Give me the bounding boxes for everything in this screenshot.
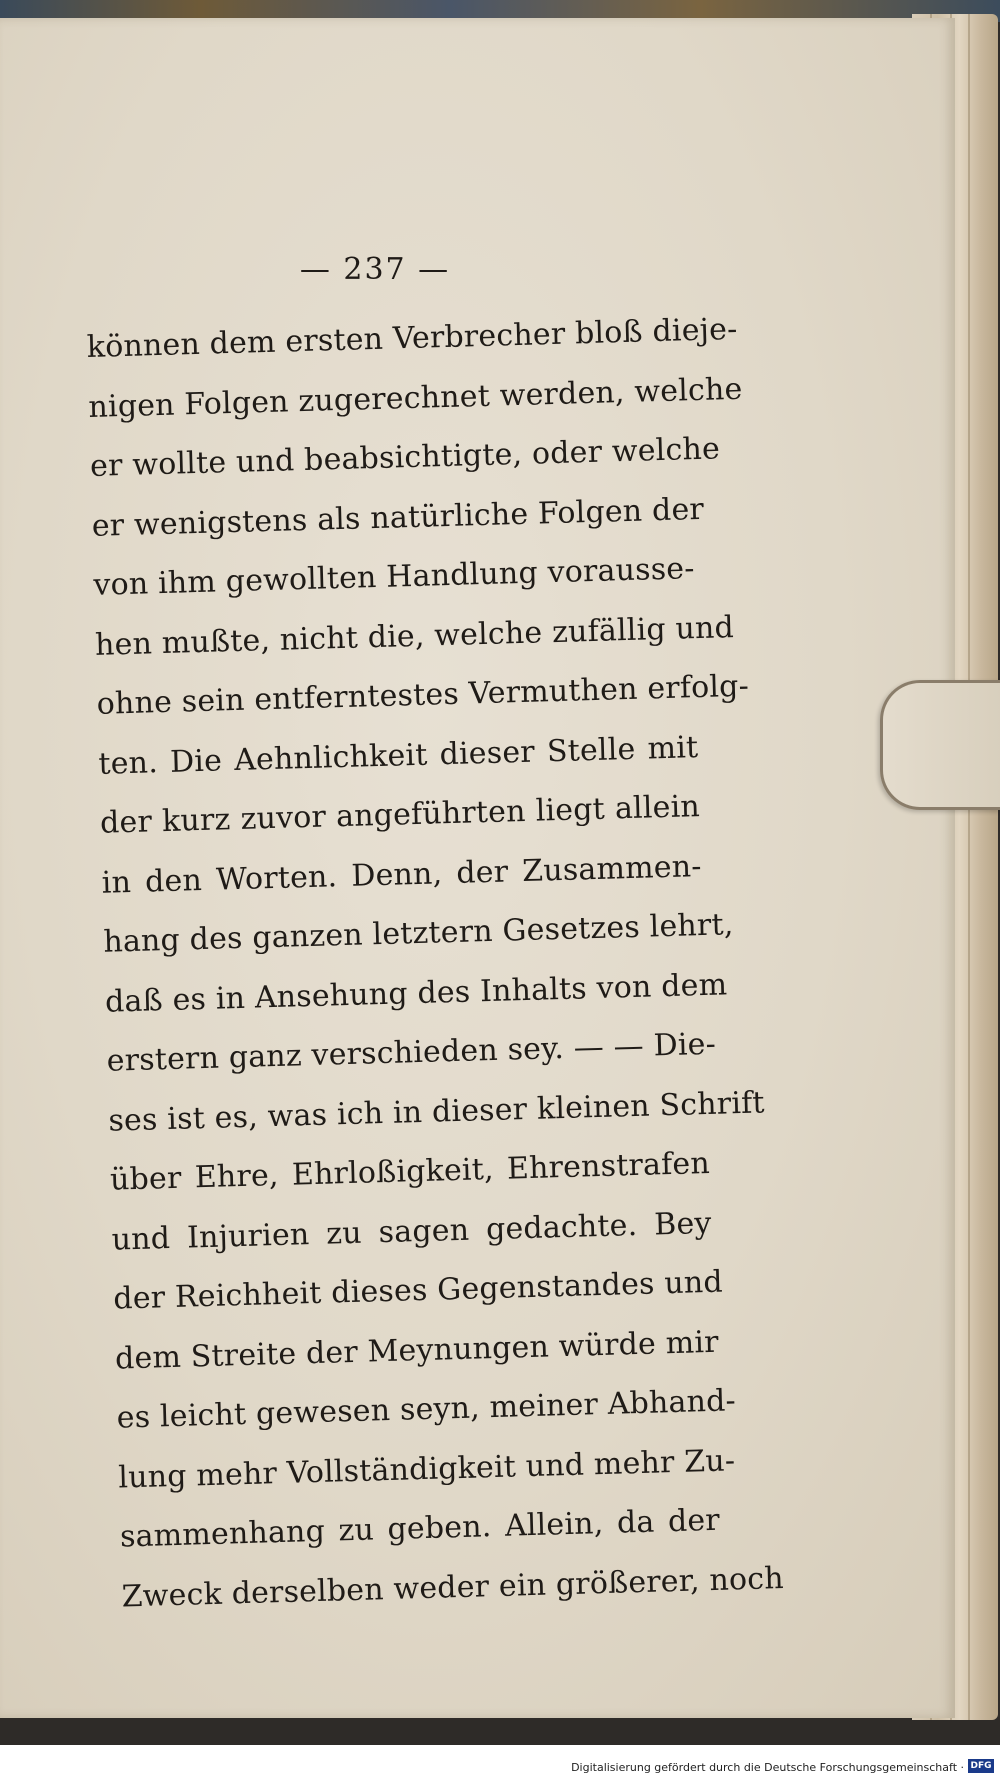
- text-line: in den Worten. Denn, der Zusammen-: [101, 848, 703, 901]
- text-line: es leicht gewesen seyn, meiner Abhand-: [116, 1383, 737, 1436]
- dfg-logo-icon: DFG: [968, 1759, 994, 1773]
- text-line: sammenhang zu geben. Allein, da der: [119, 1502, 721, 1555]
- text-line: der kurz zuvor angeführten liegt allein: [99, 789, 701, 841]
- text-line: er wenigstens als natürliche Folgen der: [91, 491, 705, 544]
- text-line: lung mehr Vollständigkeit und mehr Zu-: [117, 1442, 736, 1496]
- page-text-block: [86, 301, 785, 1626]
- page-edge-line: [968, 14, 970, 1720]
- text-line: nigen Folgen zugerechnet werden, welche: [87, 371, 743, 425]
- text-line: und Injurien zu sagen gedachte. Bey: [111, 1205, 712, 1258]
- text-line: können dem ersten Verbrecher bloß dieje-: [86, 311, 738, 365]
- text-line: ten. Die Aehnlichkeit dieser Stelle mit: [97, 729, 699, 782]
- text-line: hen mußte, nicht die, welche zufällig und: [94, 609, 735, 663]
- text-line: daß es in Ansehung des Inhalts von dem: [104, 966, 728, 1020]
- page-tab-marker: [880, 680, 1000, 810]
- text-line: ses ist es, was ich in dieser kleinen Schrift: [107, 1084, 766, 1139]
- text-line: hang des ganzen letztern Gesetzes lehrt,: [102, 907, 734, 960]
- text-line: dem Streite der Meynungen würde mir: [114, 1324, 720, 1377]
- page-number-header: — 237 —: [299, 252, 451, 287]
- text-line: er wollte und beabsichtigte, oder welche: [89, 431, 721, 484]
- text-line: ohne sein entferntestes Vermuthen erfolg-: [96, 668, 750, 722]
- text-line: von ihm gewollten Handlung voraussе-: [92, 551, 696, 603]
- text-line: über Ehre, Ehrloßigkeit, Ehrenstrafen: [109, 1145, 711, 1198]
- text-line: der Reichheit dieses Gegenstandes und: [112, 1264, 724, 1317]
- text-line: Zweck derselben weder ein größerer, noch: [121, 1560, 785, 1614]
- footer-credit: Digitalisierung gefördert durch die Deutsche Forschungsgemeinschaft ·: [571, 1761, 964, 1774]
- text-line: erstern ganz verschieden sey. — — Die-: [106, 1026, 717, 1079]
